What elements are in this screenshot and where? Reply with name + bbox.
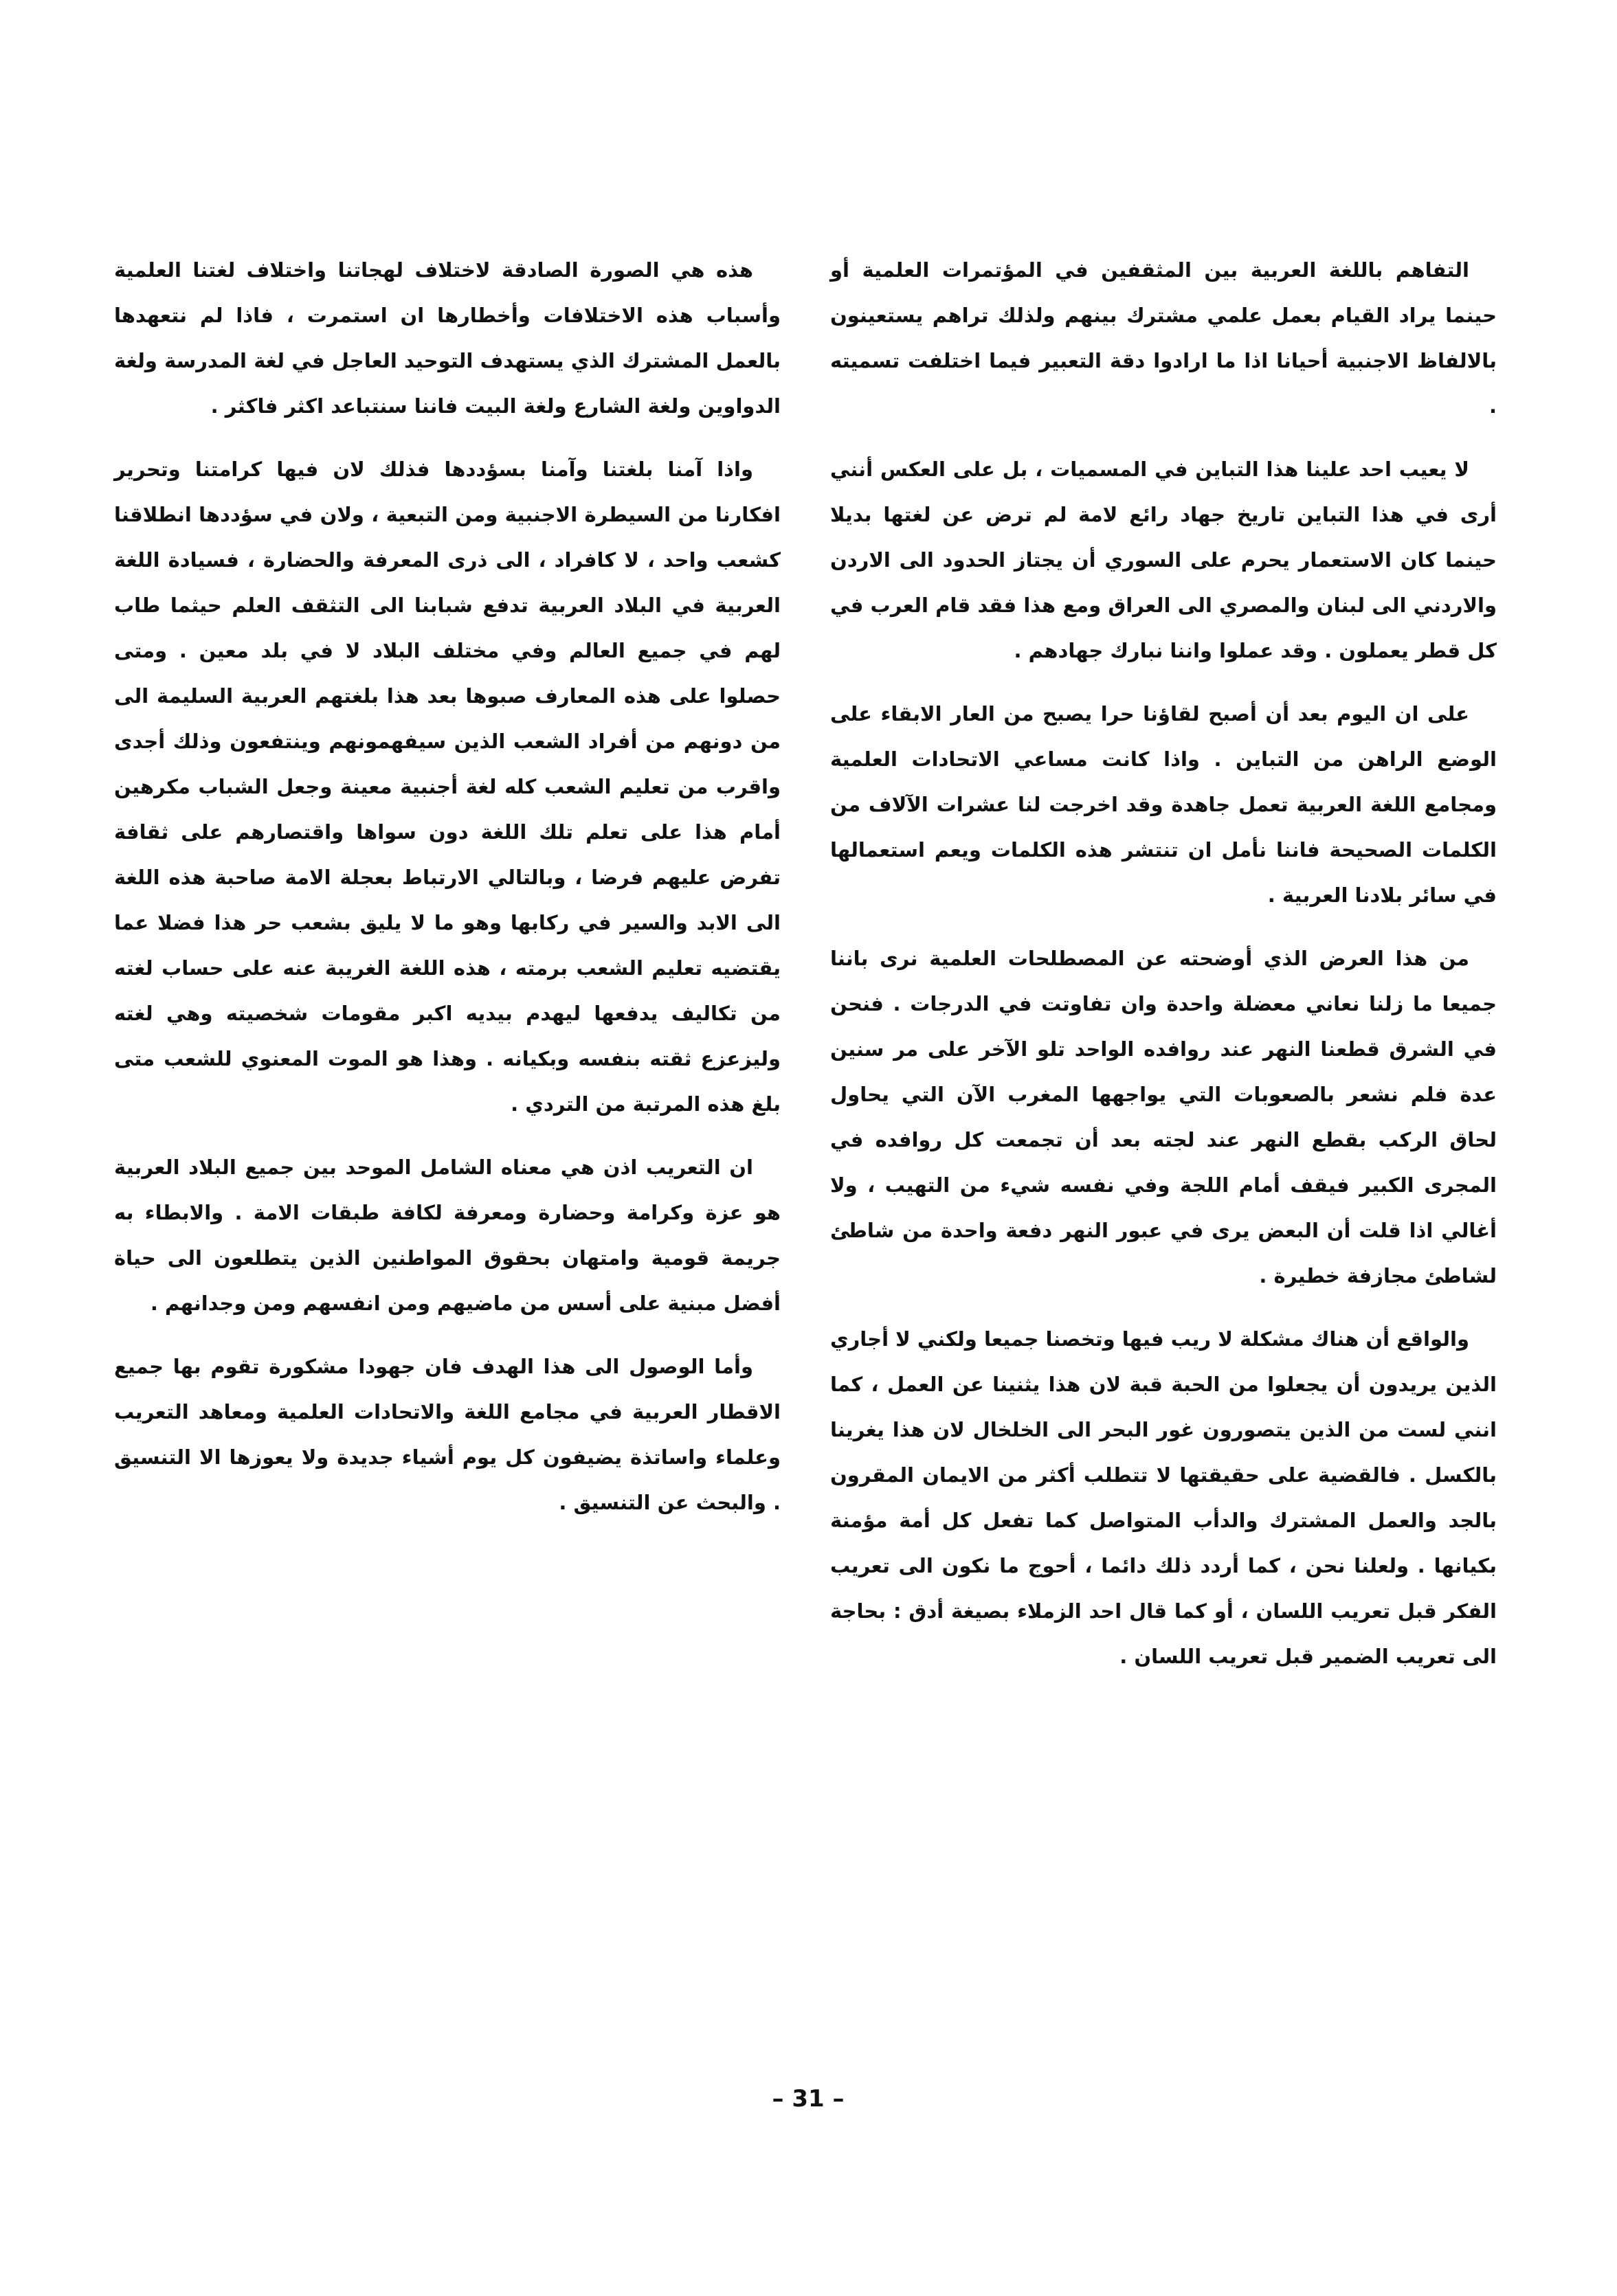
paragraph: على ان اليوم بعد أن أصبح لقاؤنا حرا يصبح من العار الابقاء على الوضع الراهن من التباين . واذا كانت مساعي الاتحادات العلمية ومجامع اللغة العربية تعمل جاهدة وقد اخرجت لنا عشرات الآلاف من الكلمات الصحيحة فاننا نأمل ان تنتشر هذه الكلمات ويعم استعمالها في سائر بلادنا العربية . xyxy=(830,702,1497,907)
right-text-column xyxy=(830,247,1497,1697)
paragraph: ان التعريب اذن هي معناه الشامل الموحد بين جميع البلاد العربية هو عزة وكرامة وحضارة ومعرفة لكافة طبقات الامة . والابطاء به جريمة قومية وامتهان بحقوق المواطنين الذين يتطلعون الى حياة أفضل مبنية على أسس من ماضيهم ومن انفسهم ومن وجدانهم . xyxy=(114,1156,781,1315)
paragraph: واذا آمنا بلغتنا وآمنا بسؤددها فذلك لان فيها كرامتنا وتحرير افكارنا من السيطرة الاجنبية ومن التبعية ، ولان في سؤددها انطلاقنا كشعب واحد ، لا كافراد ، الى ذرى المعرفة والحضارة ، فسيادة اللغة العربية في البلاد العربية تدفع شبابنا الى التثقف العلم حيثما طاب لهم في جميع العالم وفي مختلف البلاد لا في بلد معين . ومتى حصلوا على هذه المعارف صبوها بعد هذا بلغتهم العربية السليمة الى من دونهم من أفراد الشعب الذين سيفهمونهم وينتفعون وذلك أجدى واقرب من تعليم الشعب كله لغة أجنبية معينة وجعل الشباب مكرهين أمام هذا على تعلم تلك اللغة دون سواها واقتصارهم على ثقافة تفرض عليهم فرضا ، وبالتالي الارتباط بعجلة الامة صاحبة هذه اللغة الى الابد والسير في ركابها وهو ما لا يليق بشعب حر هذا فضلا عما يقتضيه تعليم الشعب برمته ، هذه اللغة الغريبة عنه على حساب لغته من تكاليف يدفعها ليهدم بيديه اكبر مقومات شخصيته وهي لغته وليزعزع ثقته بنفسه وبكيانه . وهذا هو الموت المعنوي للشعب متى بلغ هذه المرتبة من التردي . xyxy=(114,458,781,1116)
paragraph: لا يعيب احد علينا هذا التباين في المسميات ، بل على العكس أنني أرى في هذا التباين تاريخ جهاد رائع لامة لم ترض عن لغتها بديلا حينما كان الاستعمار يحرم على السوري أن يجتاز الحدود الى الاردن والاردني الى لبنان والمصري الى العراق ومع هذا فقد قام العرب في كل قطر يعملون . وقد عملوا واننا نبارك جهادهم . xyxy=(830,458,1497,662)
page-number: – 31 – xyxy=(772,2085,845,2113)
left-text-column xyxy=(114,247,781,1543)
paragraph: من هذا العرض الذي أوضحته عن المصطلحات العلمية نرى باننا جميعا ما زلنا نعاني معضلة واحدة وان تفاوتت في الدرجات . فنحن في الشرق قطعنا النهر عند روافده الواحد تلو الآخر على مر سنين عدة فلم نشعر بالصعوبات التي يواجهها المغرب الآن التي يحاول لحاق الركب بقطع النهر عند لجته بعد أن تجمعت كل روافده في المجرى الكبير فيقف أمام اللجة وفي نفسه شيء من التهيب ، ولا أغالي اذا قلت أن البعض يرى في عبور النهر دفعة واحدة من شاطئ لشاطئ مجازفة خطيرة . xyxy=(830,947,1497,1287)
paragraph: هذه هي الصورة الصادقة لاختلاف لهجاتنا واختلاف لغتنا العلمية وأسباب هذه الاختلافات وأخطارها ان استمرت ، فاذا لم نتعهدها بالعمل المشترك الذي يستهدف التوحيد العاجل في لغة المدرسة ولغة الدواوين ولغة الشارع ولغة البيت فاننا سنتباعد اكثر فاكثر . xyxy=(114,258,781,418)
paragraph: التفاهم باللغة العربية بين المثقفين في المؤتمرات العلمية أو حينما يراد القيام بعمل علمي مشترك بينهم ولذلك تراهم يستعينون بالالفاظ الاجنبية أحيانا اذا ما ارادوا دقة التعبير فيما اختلفت تسميته . xyxy=(830,258,1497,418)
paragraph: والواقع أن هناك مشكلة لا ريب فيها وتخصنا جميعا ولكني لا أجاري الذين يريدون أن يجعلوا من الحبة قبة لان هذا يثنينا عن العمل ، كما انني لست من الذين يتصورون غور البحر الى الخلخال لان هذا يغرينا بالكسل . فالقضية على حقيقتها لا تتطلب أكثر من الايمان المقرون بالجد والعمل المشترك والدأب المتواصل كما تفعل كل أمة مؤمنة بكيانها . ولعلنا نحن ، كما أردد ذلك دائما ، أحوج ما نكون الى تعريب الفكر قبل تعريب اللسان ، أو كما قال احد الزملاء بصيغة أدق : بحاجة الى تعريب الضمير قبل تعريب اللسان . xyxy=(830,1327,1497,1668)
paragraph: وأما الوصول الى هذا الهدف فان جهودا مشكورة تقوم بها جميع الاقطار العربية في مجامع اللغة والاتحادات العلمية ومعاهد التعريب وعلماء واساتذة يضيفون كل يوم أشياء جديدة ولا يعوزها الا التنسيق . والبحث عن التنسيق . xyxy=(114,1355,781,1514)
